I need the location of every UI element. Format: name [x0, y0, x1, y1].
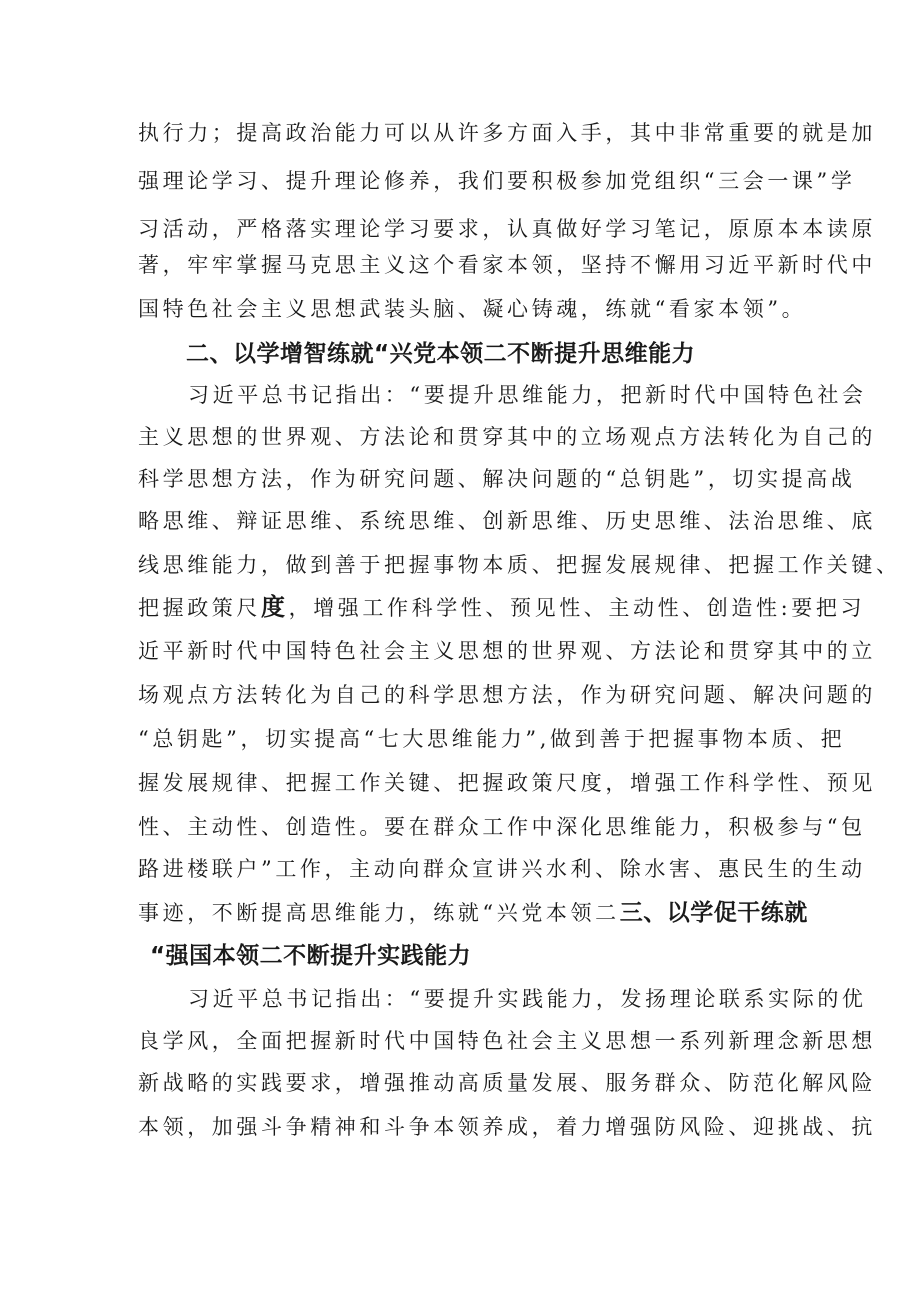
section-heading-2: 二、以学增智练就“兴党本领二不断提升思维能力 — [186, 341, 696, 367]
paragraph-line: 线思维能力，做到善于把握事物本质、把握发展规律、把握工作关键、 — [138, 553, 901, 577]
paragraph-line — [138, 592, 865, 623]
paragraph-line: “总钥匙”，切实提高“七大思维能力”,做到善于把握事物本质、把 — [138, 727, 846, 751]
paragraph-line: 科学思想方法，作为研究问题、解决问题的“总钥匙”，切实提高战 — [138, 467, 856, 491]
paragraph-line — [138, 898, 808, 928]
emphasized-char: 度 — [261, 593, 289, 621]
paragraph-line: 国特色社会主义思想武装头脑、凝心铸魂，练就“看家本领”。 — [138, 297, 807, 321]
paragraph-line: 良学风，全面把握新时代中国特色社会主义思想一系列新理念新思想 — [138, 1029, 876, 1053]
paragraph-line: 性、主动性、创造性。要在群众工作中深化思维能力，积极参与“包 — [138, 815, 866, 839]
paragraph-line: 习近平总书记指出：“要提升实践能力，发扬理论联系实际的优 — [188, 987, 867, 1011]
paragraph-line: 习活动，严格落实理论学习要求，认真做好学习笔记，原原本本读原 — [138, 217, 876, 241]
paragraph-line: 略思维、辩证思维、系统思维、创新思维、历史思维、法治思维、底 — [138, 509, 876, 533]
paragraph-line: 近平新时代中国特色社会主义思想的世界观、方法论和贯穿其中的立 — [138, 639, 876, 663]
paragraph-line: 执行力；提高政治能力可以从许多方面入手，其中非常重要的就是加 — [138, 121, 876, 145]
paragraph-text: ，增强工作科学性、预见性、主动性、创造性:要把习 — [288, 596, 866, 620]
paragraph-text: 把握政策尺 — [138, 596, 261, 620]
paragraph-line: 新战略的实践要求，增强推动高质量发展、服务群众、防范化解风险 — [138, 1071, 876, 1095]
paragraph-line: 著，牢牢掌握马克思主义这个看家本领，坚持不懈用习近平新时代中 — [138, 253, 876, 277]
paragraph-line: 场观点方法转化为自己的科学思想方法，作为研究问题、解决问题的 — [138, 683, 876, 707]
paragraph-line: 习近平总书记指出：“要提升思维能力，把新时代中国特色社会 — [188, 383, 867, 407]
section-heading-3-continuation: “强国本领二不断提升实践能力 — [150, 943, 472, 969]
paragraph-line: 路进楼联户”工作，主动向群众宣讲兴水利、除水害、惠民生的生动 — [138, 857, 866, 881]
paragraph-line: 握发展规律、把握工作关键、把握政策尺度，增强工作科学性、预见 — [138, 771, 876, 795]
paragraph-line: 强理论学习、提升理论修养，我们要积极参加党组织“三会一课”学 — [138, 169, 856, 193]
section-heading-3: 三、以学促干练就 — [619, 900, 808, 926]
paragraph-line: 本领，加强斗争精神和斗争本领养成，着力增强防风险、迎挑战、抗 — [138, 1115, 876, 1139]
paragraph-text: 事迹，不断提高思维能力，练就“兴党本领二 — [138, 901, 620, 925]
paragraph-line: 主义思想的世界观、方法论和贯穿其中的立场观点方法转化为自己的 — [138, 425, 876, 449]
